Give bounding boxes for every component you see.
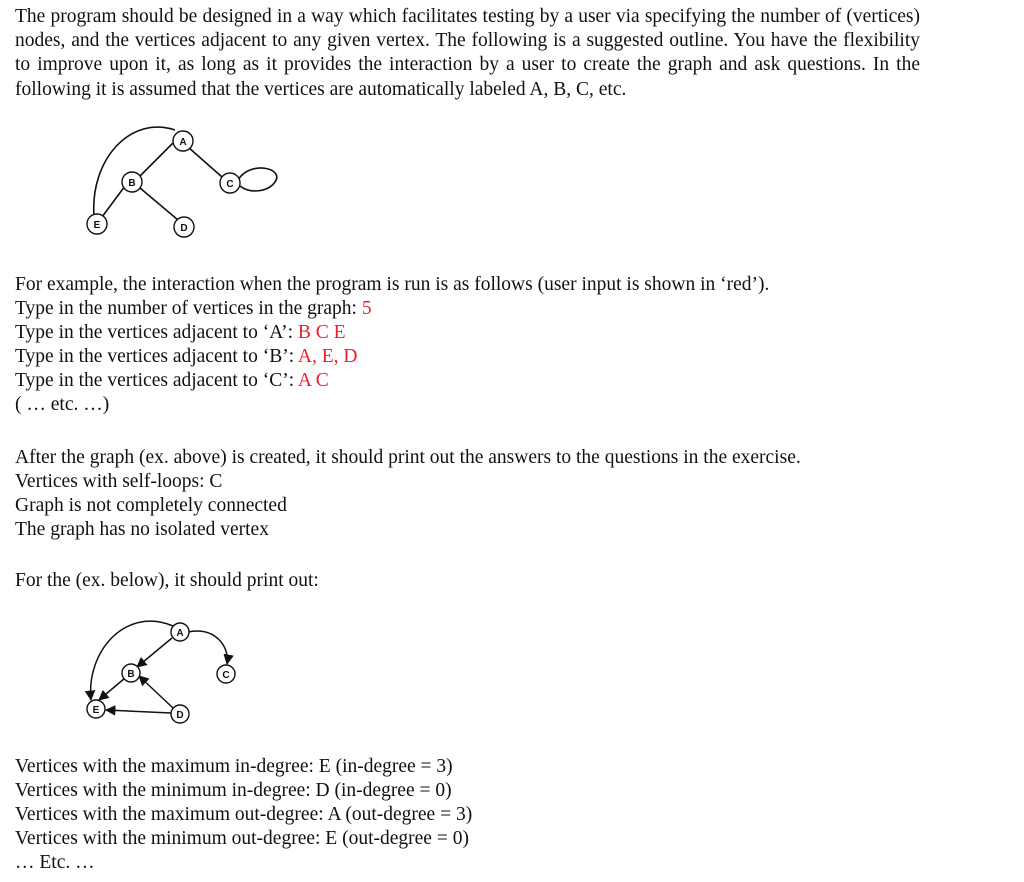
edge-b-d xyxy=(140,188,178,220)
etc-line: … Etc. … xyxy=(15,852,95,873)
arc-a-b xyxy=(137,638,172,667)
arc-b-e xyxy=(99,678,125,700)
directed-graph-figure xyxy=(70,612,250,730)
arc-d-e xyxy=(106,710,171,713)
edge-a-c xyxy=(188,147,222,177)
result-line: The graph has no isolated vertex xyxy=(15,519,269,540)
user-input: B C E xyxy=(297,322,346,343)
result-line: Graph is not completely connected xyxy=(15,495,287,516)
prompt-line xyxy=(15,369,329,393)
vertex-label-c: C xyxy=(222,670,230,681)
edge-a-e xyxy=(94,127,175,216)
arc-a-e xyxy=(91,621,173,700)
user-input: 5 xyxy=(361,298,372,319)
result-line: Vertices with the maximum out-degree: A (out-degree = 3) xyxy=(15,804,473,825)
prompt-label: Type in the vertices adjacent to ‘A’: xyxy=(15,322,298,343)
vertex-label-b: B xyxy=(128,178,136,189)
vertex-label-e: E xyxy=(93,220,101,231)
user-input: A, E, D xyxy=(297,346,358,367)
vertex-label-c: C xyxy=(226,179,234,190)
example1-intro: For example, the interaction when the program is run is as follows (user input is shown in ‘red’). xyxy=(15,274,770,295)
arc-a-c xyxy=(188,631,227,664)
user-input: A C xyxy=(297,370,329,391)
vertex-label-b: B xyxy=(127,669,135,680)
self-loop-c xyxy=(238,168,277,191)
arc-d-b xyxy=(139,676,173,708)
result-line: Vertices with the minimum out-degree: E (out-degree = 0) xyxy=(15,828,469,849)
vertex-label-e: E xyxy=(92,705,100,716)
intro-paragraph: The program should be designed in a way which facilitates testing by a user via specifying the number of (vertices) nodes, and the vertices adjacent to any given vertex. The following is a suggested outline. You have the flexibility to improve upon it, as long as it provides the interaction by a user to create the graph and ask questions. In the following it is assumed that the vertices are automatically labeled A, B, C, etc. xyxy=(15,6,920,100)
vertex-label-a: A xyxy=(179,137,187,148)
result-line: Vertices with the minimum in-degree: D (in-degree = 0) xyxy=(15,780,452,801)
edge-a-b xyxy=(140,141,175,176)
prompt-line xyxy=(15,321,346,345)
prompt-line xyxy=(15,345,358,369)
result-line: Vertices with the maximum in-degree: E (in-degree = 3) xyxy=(15,756,453,777)
result-line: Vertices with self-loops: C xyxy=(15,471,223,492)
results1-intro: After the graph (ex. above) is created, it should print out the answers to the questions in the exercise. xyxy=(15,447,801,468)
prompt-label: Type in the vertices adjacent to ‘B’: xyxy=(15,346,298,367)
example2-intro: For the (ex. below), it should print out: xyxy=(15,570,319,591)
prompt-label: Type in the vertices adjacent to ‘C’: xyxy=(15,370,298,391)
prompt-line xyxy=(15,297,372,321)
vertex-label-d: D xyxy=(176,710,184,721)
vertex-label-d: D xyxy=(180,223,188,234)
vertex-label-a: A xyxy=(176,628,184,639)
prompt-label: Type in the number of vertices in the graph: xyxy=(15,298,362,319)
undirected-graph-figure xyxy=(70,120,290,245)
etc-line: ( … etc. …) xyxy=(15,394,110,415)
edge-b-e xyxy=(102,186,125,217)
